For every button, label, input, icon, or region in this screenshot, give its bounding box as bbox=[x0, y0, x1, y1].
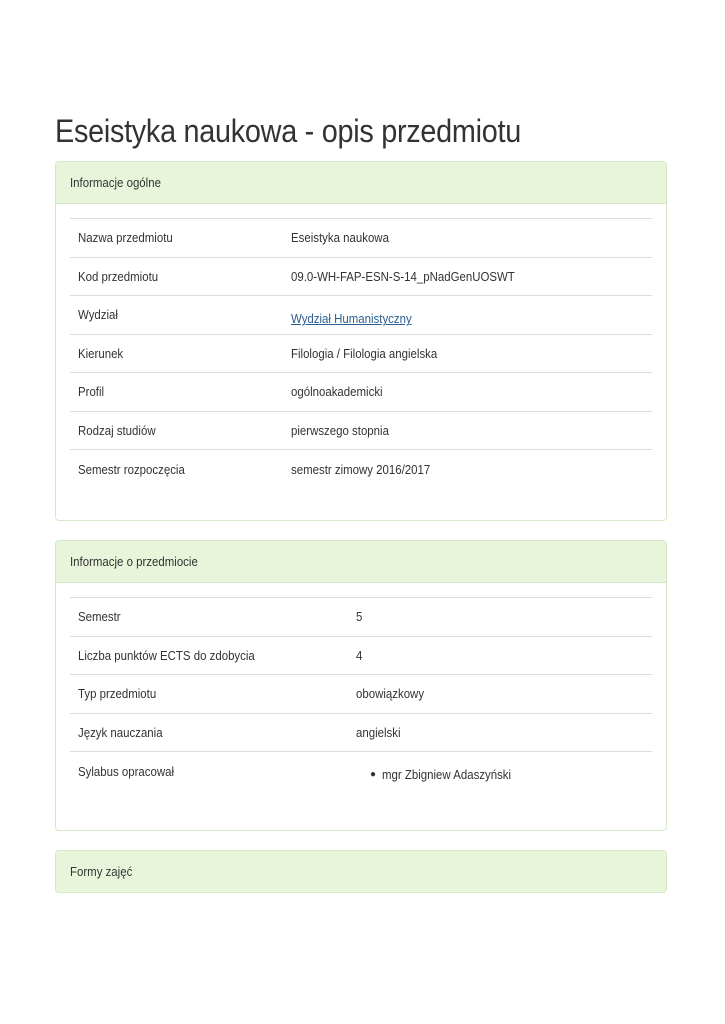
subject-info-table bbox=[70, 597, 652, 790]
table-row bbox=[70, 598, 652, 637]
bullet-icon: ● bbox=[370, 768, 377, 780]
table-row bbox=[70, 752, 652, 791]
row-value: ogólnoakademicki bbox=[291, 384, 383, 400]
row-value: pierwszego stopnia bbox=[291, 422, 389, 438]
row-label: Kod przedmiotu bbox=[78, 268, 159, 284]
row-label: Rodzaj studiów bbox=[78, 422, 156, 438]
table-row bbox=[70, 334, 652, 373]
row-label: Wydział bbox=[78, 307, 118, 323]
list-item bbox=[370, 761, 652, 782]
row-label: Profil bbox=[78, 384, 105, 400]
class-forms-heading bbox=[56, 851, 666, 893]
author-name: mgr Zbigniew Adaszyński bbox=[382, 766, 512, 782]
class-forms-heading-text: Formy zajęć bbox=[70, 864, 133, 879]
row-value: angielski bbox=[356, 724, 401, 740]
table-row bbox=[70, 373, 652, 412]
row-label: Liczba punktów ECTS do zdobycia bbox=[78, 647, 255, 663]
row-value: 4 bbox=[356, 647, 363, 663]
row-value: Filologia / Filologia angielska bbox=[291, 345, 438, 361]
subject-info-heading-text: Informacje o przedmiocie bbox=[70, 554, 198, 569]
row-value: 09.0-WH-FAP-ESN-S-14_pNadGenUOSWT bbox=[291, 268, 515, 284]
subject-info-panel bbox=[55, 540, 667, 831]
row-label: Semestr bbox=[78, 609, 121, 625]
general-info-table bbox=[70, 218, 652, 488]
table-row bbox=[70, 219, 652, 258]
row-label: Kierunek bbox=[78, 345, 124, 361]
table-row bbox=[70, 675, 652, 714]
general-info-heading-text: Informacje ogólne bbox=[70, 175, 161, 190]
author-list bbox=[356, 761, 652, 782]
table-row bbox=[70, 411, 652, 450]
faculty-link[interactable]: Wydział Humanistyczny bbox=[291, 311, 412, 327]
row-value bbox=[348, 752, 652, 791]
row-value bbox=[283, 296, 652, 335]
table-row bbox=[70, 636, 652, 675]
row-label: Nazwa przedmiotu bbox=[78, 230, 173, 246]
row-label: Semestr rozpoczęcia bbox=[78, 461, 185, 477]
table-row bbox=[70, 296, 652, 335]
general-info-panel bbox=[55, 161, 667, 521]
class-forms-panel bbox=[55, 850, 667, 893]
row-label: Sylabus opracował bbox=[78, 763, 175, 779]
row-value: obowiązkowy bbox=[356, 686, 425, 702]
page-title: Eseistyka naukowa - opis przedmiotu bbox=[55, 113, 521, 149]
subject-info-heading bbox=[56, 541, 666, 583]
row-value: 5 bbox=[356, 609, 363, 625]
row-value: Eseistyka naukowa bbox=[291, 230, 389, 246]
table-row bbox=[70, 450, 652, 489]
table-row bbox=[70, 257, 652, 296]
row-value: semestr zimowy 2016/2017 bbox=[291, 461, 431, 477]
row-label: Typ przedmiotu bbox=[78, 686, 157, 702]
table-row bbox=[70, 713, 652, 752]
row-label: Język nauczania bbox=[78, 724, 163, 740]
general-info-heading bbox=[56, 162, 666, 204]
